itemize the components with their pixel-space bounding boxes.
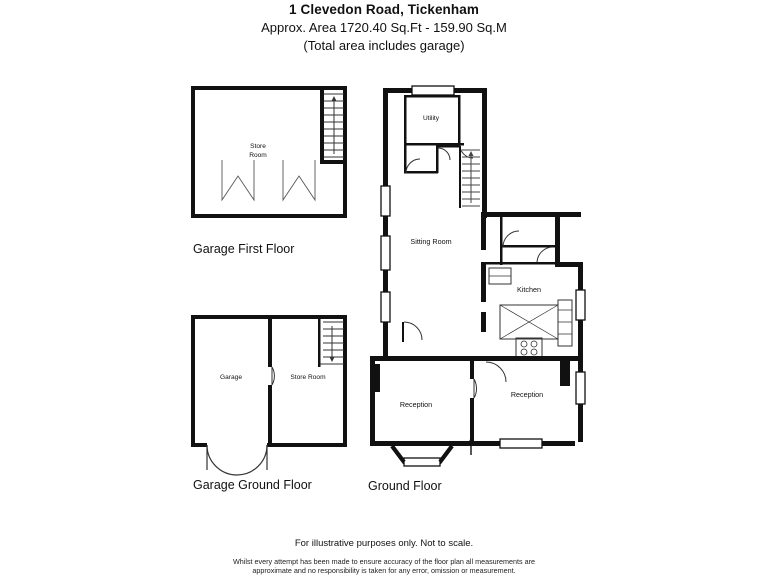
room-label-kitchen: Kitchen [517, 285, 541, 294]
room-label-reception-right: Reception [510, 390, 544, 399]
room-label-sitting-room: Sitting Room [410, 237, 452, 246]
smallprint-line-2: approximate and no responsibility is taken for any error, omission or measurement. [252, 566, 516, 575]
room-label-store-room-upper-line2: Room [249, 152, 267, 159]
area-summary: Approx. Area 1720.40 Sq.Ft - 159.90 Sq.M [261, 20, 507, 35]
ground-floor-plan [370, 86, 585, 466]
garage-ground-floor-plan [193, 317, 345, 475]
disclaimer-text: For illustrative purposes only. Not to scale. [294, 538, 474, 549]
caption-ground-floor: Ground Floor [368, 479, 442, 493]
caption-garage-ground-floor: Garage Ground Floor [193, 478, 312, 492]
room-label-store-room-upper-line1: Store [250, 143, 266, 150]
smallprint-line-1: Whilst every attempt has been made to ensure accuracy of the floor plan all measurements are [232, 557, 536, 566]
page-title: 1 Clevedon Road, Tickenham [289, 2, 479, 17]
caption-garage-first-floor: Garage First Floor [193, 242, 295, 256]
room-label-garage: Garage [220, 374, 242, 381]
garage-first-floor-plan [193, 88, 345, 216]
smallprint-block [0, 557, 768, 575]
room-label-store-room-lower: Store Room [290, 374, 326, 381]
room-label-utility: Utility [422, 115, 440, 122]
room-label-reception-left: Reception [399, 400, 433, 409]
area-note: (Total area includes garage) [303, 38, 465, 53]
